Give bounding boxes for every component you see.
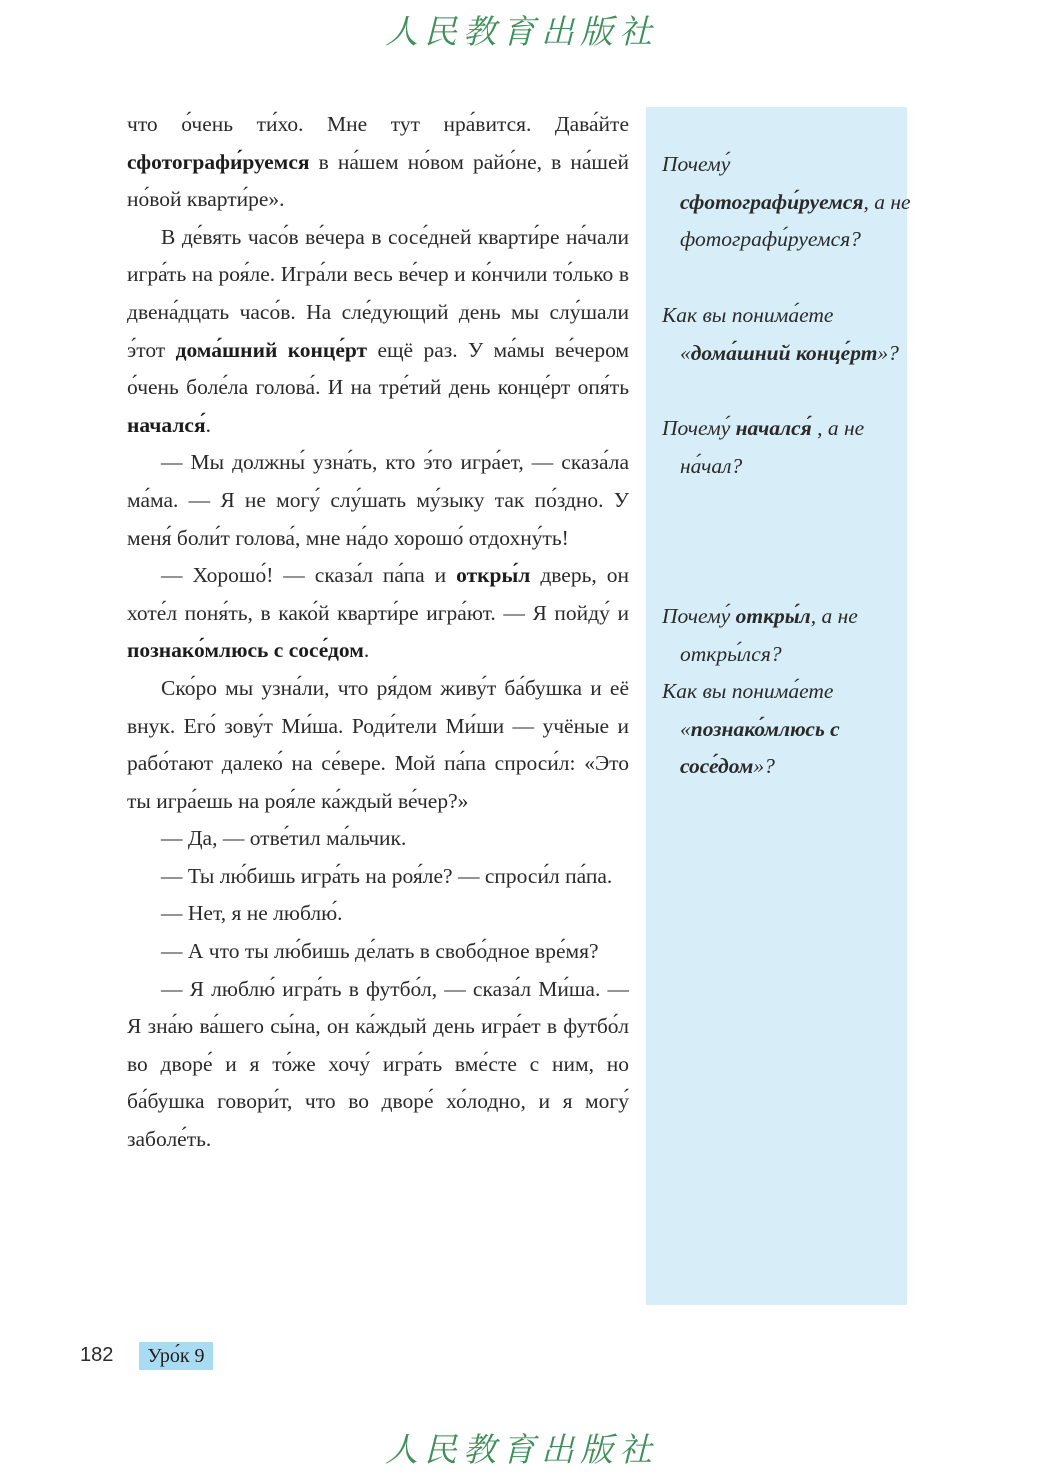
main-text xyxy=(127,106,629,1159)
keyword-poznakomlyus: познако́млюсь с сосе́дом xyxy=(127,638,364,663)
paragraph-4: — Хорошо́! — сказа́л па́па и откры́л дверь, он хоте́л поня́ть, в како́й кварти́ре игра́ют. — Я пойду́ и познако́млюсь с сосе́дом. xyxy=(127,563,629,663)
keyword-domashniy-kontsert: дома́шний конце́рт xyxy=(175,337,368,362)
paragraph-6: — Да, — отве́тил ма́льчик. xyxy=(161,826,407,851)
paragraph-7: — Ты лю́бишь игра́ть на роя́ле? — спроси́л па́па. xyxy=(161,863,613,888)
paragraph-2: В де́вять часо́в ве́чера в сосе́дней кварти́ре на́чали игра́ть на роя́ле. Игра́ли весь ве́чер и ко́нчили то́лько в двена́дцать часо́в. На сле́дующий день мы слу́шали э́тот дома́шний конце́рт ещё раз. У ма́мы ве́чером о́чень боле́ла голова́. И на тре́тий день конце́рт опя́ть начался́. xyxy=(127,224,630,437)
sidebar-question-3: Почему́ начался́ , а не на́чал? xyxy=(662,416,865,478)
paragraph-9: — А что ты лю́бишь де́лать в свобо́дное вре́мя? xyxy=(161,939,599,964)
paragraph-8: — Нет, я не люблю́. xyxy=(161,901,343,926)
paragraph-1: что о́чень ти́хо. Мне тут нра́вится. Дава́йте сфотографи́руемся в на́шем но́вом райо́не, в на́шей но́вой кварти́ре». xyxy=(127,112,629,212)
paragraph-10: — Я люблю́ игра́ть в футбо́л, — сказа́л Ми́ша. — Я зна́ю ва́шего сы́на, он ка́ждый день игра́ет в футбо́л во дворе́ и я то́же хочу́ игра́ть вме́сте с ним, но ба́бушка говори́т, что во дворе́ хо́лодно, и я могу́ заболе́ть. xyxy=(127,976,629,1152)
lesson-badge: Уро́к 9 xyxy=(139,1342,213,1370)
keyword-otkryl: откры́л xyxy=(456,563,531,588)
sidebar-question-1: Почему́ сфотографи́руемся, а не фотографи́руемся? xyxy=(662,152,911,252)
keyword-sfotografiruemsya: сфотографи́руемся xyxy=(127,149,310,174)
paragraph-5: Ско́ро мы узна́ли, что ря́дом живу́т ба́бушка и её внук. Его́ зову́т Ми́ша. Роди́тели Ми́ши — учёные и рабо́тают далеко́ на се́вере. Мой па́па спроси́л: «Это ты игра́ешь на роя́ле ка́ждый ве́чер?» xyxy=(127,675,629,813)
sidebar-question-5: Как вы понима́ете «познако́млюсь с сосе́дом»? xyxy=(662,679,840,779)
keyword-nachalsya: начался́ xyxy=(127,412,206,437)
publisher-logo-bottom: 人民教育出版社 xyxy=(385,1430,658,1469)
paragraph-3: — Мы должны́ узна́ть, кто э́то игра́ет, — сказа́ла ма́ма. — Я не могу́ слу́шать му́зыку так по́здно. У меня́ боли́т голова́, мне на́до хорошо́ отдохну́ть! xyxy=(127,450,629,550)
publisher-logo-top: 人民教育出版社 xyxy=(385,12,658,51)
page-number: 182 xyxy=(80,1344,114,1366)
sidebar-question-2: Как вы понима́ете «дома́шний конце́рт»? xyxy=(662,303,899,365)
sidebar-question-4: Почему́ откры́л, а не откры́лся? xyxy=(662,604,858,666)
